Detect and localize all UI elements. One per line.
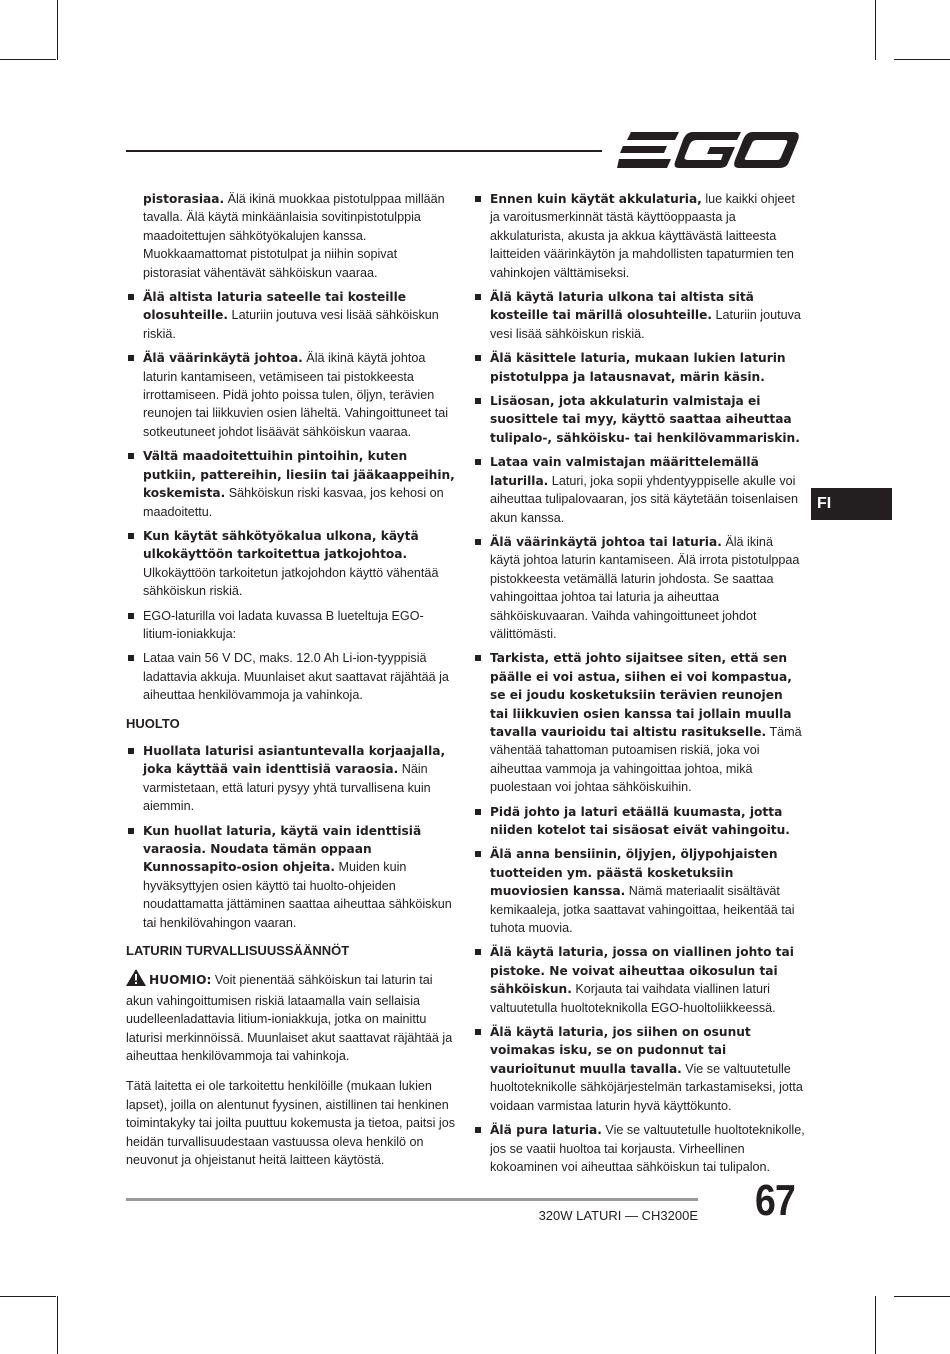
list-item xyxy=(473,845,805,937)
item-bold: Lataa vain valmistajan määrittelemällä laturilla. xyxy=(490,455,759,488)
item-bold: Lisäosan, jota akkulaturin valmistaja ei suosittele tai myy, käyttö saattaa aiheuttaa tulipalo-, sähköisku- tai henkilövammariskin. xyxy=(490,394,800,445)
item-bold: Tarkista, että johto sijaitsee siten, että sen päälle ei voi astua, siihen ei voi kompastua, se ei joudu kosketuksiin terävien reunojen tai liikkuvien osien kanssa tai jollain muulla tavalla vaurioidu tai altistu rasitukselle. xyxy=(490,651,792,739)
list-item xyxy=(126,190,456,282)
item-bold: Älä pura laturia. xyxy=(490,1123,602,1138)
crop-mark xyxy=(0,1296,56,1297)
bullet-icon xyxy=(475,355,481,361)
item-bold: Pidä johto ja laturi etäällä kuumasta, jotta niiden kotelot tai sisäosat eivät vahingoitu. xyxy=(490,804,790,837)
list-item xyxy=(126,649,456,704)
bullet-icon xyxy=(475,398,481,404)
item-bold: Älä altista laturia sateelle tai kosteille olosuhteille. xyxy=(143,290,407,323)
section-heading-huolto: HUOLTO xyxy=(126,715,180,731)
item-bold: Älä käytä laturia, jos siihen on osunut voimakas isku, se on pudonnut tai vaurioitunut muulla tavalla. xyxy=(490,1025,751,1076)
list-item xyxy=(126,822,456,932)
crop-mark xyxy=(0,59,56,60)
item-text: Laturi, joka sopii yhdentyyppiselle akulle voi aiheuttaa tulipalovaaran, jos sitä käytetään toisenlaisen akun kanssa. xyxy=(490,473,799,525)
crop-mark xyxy=(57,0,58,60)
item-text: Älä ikinä muokkaa pistotulppaa millään tavalla. Älä käytä minkäänlaisia sovitinpistotulppia maadoitettujen sähkötyökalujen kanssa. Muokkaamattomat pistotulpat ja niihin sopivat pistorasiat vähentävät sähköiskun vaaraa. xyxy=(143,192,445,280)
left-column xyxy=(126,190,456,1182)
ego-logo xyxy=(617,130,800,170)
closing-paragraph: Tätä laitetta ei ole tarkoitettu henkilöille (mukaan lukien lapset), joilla on alentunut fyysinen, aistillinen tai henkinen toimintakyky tai joilta puuttuu kokemusta ja tietoa, paitsi jos heidän turvallisuudestaan vastuussa oleva henkilö on neuvonut ja ohjeistanut heitä laitteen käytöstä. xyxy=(126,1079,455,1168)
footer-title: 320W LATURI — CH3200E xyxy=(538,1208,698,1223)
list-item xyxy=(126,349,456,441)
bullet-icon xyxy=(475,539,481,545)
item-text: Laturiin joutuva vesi lisää sähköiskun riskiä. xyxy=(143,308,439,341)
list-item xyxy=(473,803,805,840)
item-text: Nämä materiaalit sisältävät kemikaaleja, jotka saattavat vahingoittaa, heikentää tai tuhota muovia. xyxy=(490,884,795,936)
item-bold: Kun huollat laturia, käytä vain identtisiä varaosia. Noudata tämän oppaan Kunnossapito-osion ohjeita. xyxy=(143,823,422,875)
bullet-icon xyxy=(128,355,134,361)
item-text: Korjauta tai vaihdata viallinen laturi valtuutetulla huoltoteknikolla EGO-huoltoliikkeessä. xyxy=(490,982,776,1015)
bullet-icon xyxy=(128,748,134,754)
item-bold: Huollata laturisi asiantuntevalla korjaajalla, joka käyttää vain identtisiä varaosia. xyxy=(143,743,446,777)
item-text: Vie se valtuutetulle huoltoteknikolle, jos se vaatii huoltoa tai korjausta. Virheellinen kokoaminen voi aiheuttaa sähköiskun tai tulipalon. xyxy=(490,1123,805,1174)
bullet-icon xyxy=(128,533,134,539)
item-text: lue kaikki ohjeet ja varoitusmerkinnät tästä käyttöoppaasta ja akkulaturista, akusta ja akkua käyttävästä laitteesta laitteiden väärinkäytön ja mahdollisten tapaturmien ten vahinkojen välttämiseksi. xyxy=(490,192,795,280)
item-text: Lataa vain 56 V DC, maks. 12.0 Ah Li-ion-tyyppisiä ladattavia akkuja. Muunlaiset akut saattavat räjähtää ja aiheuttaa henkilövammoja ja vahinkoja. xyxy=(143,651,449,703)
crop-mark xyxy=(894,59,950,60)
item-bold: pistorasiaa. xyxy=(143,192,225,206)
bullet-icon xyxy=(475,196,481,202)
item-bold: Älä anna bensiinin, öljyjen, öljypohjaisten tuotteiden ym. päästä kosketuksiin muoviosien kanssa. xyxy=(490,847,778,899)
item-text: Älä ikinä käytä johtoa laturin kantamiseen, vetämiseen tai pistokkeesta irrottamiseen. Pidä johto poissa tulen, öljyn, terävien reunojen tai liikkuvien osien läheltä. Vahingoittuneet tai sotkeutuneet johdot lisäävät sähköiskun vaaraa. xyxy=(143,351,449,439)
list-item xyxy=(473,349,805,386)
right-column xyxy=(473,190,805,1182)
list-item xyxy=(473,1121,805,1176)
warning-paragraph xyxy=(126,969,456,1065)
bullet-icon xyxy=(128,294,134,300)
list-item xyxy=(126,607,456,644)
item-bold: Älä käytä laturia, jossa on viallinen johto tai pistoke. Ne voivat aiheuttaa oikosulun tai sähköiskun. xyxy=(490,945,794,997)
item-bold: Ennen kuin käytät akkulaturia, xyxy=(490,192,702,206)
item-bold: Kun käytät sähkötyökalua ulkona, käytä ulkokäyttöön tarkoitettua jatkojohtoa. xyxy=(143,528,419,562)
page-number: 67 xyxy=(755,1176,795,1225)
item-text: Näin varmistetaan, että laturi pysyy yhtä turvallisena kuin aiemmin. xyxy=(143,762,431,814)
bullet-icon xyxy=(128,828,134,834)
item-text: Ulkokäyttöön tarkoitetun jatkojohdon käyttö vähentää sähköiskun riskiä. xyxy=(143,565,439,599)
list-item xyxy=(126,527,456,601)
bullet-icon xyxy=(128,655,134,661)
list-item xyxy=(473,943,805,1017)
list-item xyxy=(473,533,805,643)
list-item xyxy=(473,288,805,343)
list-item xyxy=(473,392,805,447)
bullet-icon xyxy=(128,613,134,619)
warning-text: Voit pienentää sähköiskun tai laturin tai akun vahingoittumisen riskiä lataamalla vain sellaisia uudelleenladattavia litium-ioniakkuja, jotka on mainittu laturisi merkinnöissä. Muunlaiset akut saattavat räjähtää ja aiheuttaa henkilövammoja tai vahinkoja. xyxy=(126,973,453,1064)
header-rule xyxy=(126,150,602,152)
list-item xyxy=(473,649,805,796)
language-tab: FI xyxy=(811,488,892,520)
section-heading-safety: LATURIN TURVALLISUUSSÄÄNNÖT xyxy=(126,943,350,959)
footer-rule xyxy=(126,1198,698,1201)
bullet-icon xyxy=(475,459,481,465)
list-item xyxy=(126,288,456,343)
bullet-icon xyxy=(475,294,481,300)
list-item xyxy=(473,453,805,527)
bullet-icon xyxy=(475,851,481,857)
item-bold: Vältä maadoitettuihin pintoihin, kuten putkiin, pattereihin, liesiin tai jääkaappeihin, koskemista. xyxy=(143,449,455,501)
item-text: Sähköiskun riski kasvaa, jos kehosi on maadoitettu. xyxy=(143,486,444,519)
crop-mark xyxy=(894,1296,950,1297)
item-text: Älä ikinä käytä johtoa laturin kantamiseen. Älä irrota pistotulppaa pistokkeesta vetämällä laturin johdosta. Se saattaa vahingoittaa johtoa tai laturia ja aiheuttaa sähköiskuvaaran. Vaihda vahingoittuneet johdot välittömästi. xyxy=(490,534,800,641)
crop-mark xyxy=(875,1296,876,1354)
list-item xyxy=(126,742,456,816)
item-text: Tämä vähentää tahattoman putoamisen riskiä, joka voi aiheuttaa vammoja ja vahingoittaa johtoa, mikä puolestaan voi johtaa sähköiskuihin. xyxy=(490,724,802,795)
warning-label: HUOMIO: xyxy=(149,973,212,988)
crop-mark xyxy=(875,0,876,60)
item-bold: Älä käsittele laturia, mukaan lukien laturin pistotulppa ja latausnavat, märin käsin. xyxy=(490,351,786,384)
list-item xyxy=(126,447,456,521)
bullet-icon xyxy=(475,1029,481,1035)
bullet-icon xyxy=(475,809,481,815)
item-text: Muiden kuin hyväksyttyjen osien käyttö tai huolto-ohjeiden noudattamatta jättäminen saattaa aiheuttaa sähköiskun tai henkilövahingon vaaran. xyxy=(143,860,452,930)
list-item xyxy=(473,1023,805,1115)
list-item xyxy=(473,190,805,282)
bullet-icon xyxy=(475,949,481,955)
item-bold: Älä käytä laturia ulkona tai altista sitä kosteille tai märillä olosuhteille. xyxy=(490,290,754,323)
item-bold: Älä väärinkäytä johtoa tai laturia. xyxy=(490,534,722,549)
item-text: Vie se valtuutetulle huoltoteknikolle sähköjärjestelmän tarkastamiseksi, jotta voidaan varmistaa laturin hyvä käyttökunto. xyxy=(490,1061,803,1113)
bullet-icon xyxy=(475,655,481,661)
warning-triangle-icon xyxy=(126,969,146,991)
bullet-icon xyxy=(128,453,134,459)
item-text: Laturiin joutuva vesi lisää sähköiskun riskiä. xyxy=(490,308,801,341)
item-text: EGO-laturilla voi ladata kuvassa B lueteltuja EGO-litium-ioniakkuja: xyxy=(143,608,424,641)
crop-mark xyxy=(57,1296,58,1354)
bullet-icon xyxy=(475,1127,481,1133)
item-bold: Älä väärinkäytä johtoa. xyxy=(143,351,303,366)
